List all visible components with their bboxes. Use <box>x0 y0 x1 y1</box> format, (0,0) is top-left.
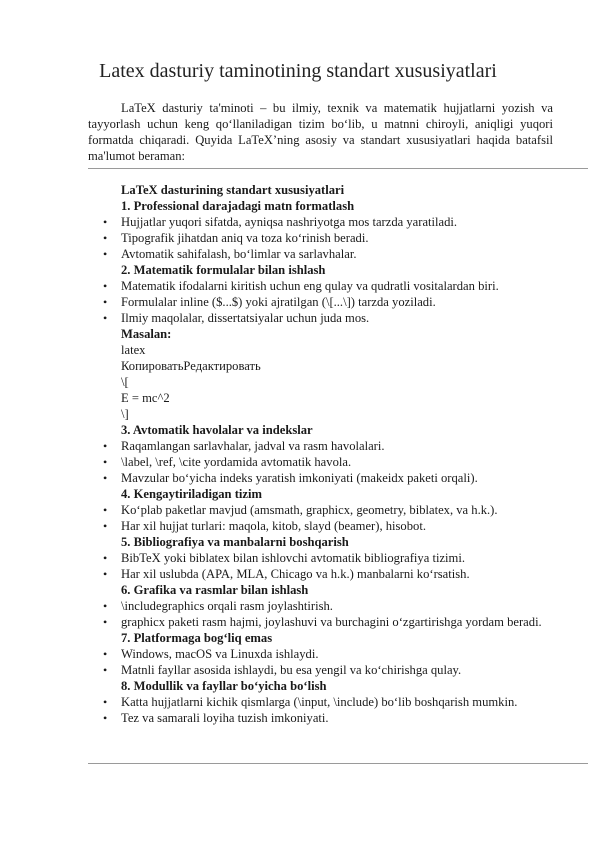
divider-top <box>88 168 588 169</box>
bullet-icon: • <box>103 215 108 229</box>
bullet-icon: • <box>103 567 108 581</box>
list-item-text: Matematik ifodalarni kiritish uchun eng qulay va qudratli vositalardan biri. <box>121 279 499 293</box>
section-7 <box>100 630 553 678</box>
list-item-text: \label, \ref, \cite yordamida avtomatik havola. <box>121 455 352 469</box>
list-item <box>100 518 553 534</box>
code-line: \[ <box>121 375 129 389</box>
section-heading: 7. Platformaga bog‘liq emas <box>121 631 273 645</box>
list-item <box>100 246 553 262</box>
bullet-list <box>100 438 553 486</box>
list-item <box>100 294 553 310</box>
bullet-icon: • <box>103 439 108 453</box>
list-item-text: graphicx paketi rasm hajmi, joylashuvi va burchagini o‘zgartirishga yordam beradi. <box>121 615 542 629</box>
list-item <box>100 598 553 614</box>
code-line: E = mc^2 <box>121 391 170 405</box>
code-line: \] <box>121 407 129 421</box>
list-item <box>100 214 553 230</box>
bullet-icon: • <box>103 247 108 261</box>
list-item-text: Formulalar inline ($...$) yoki ajratilgan (\[...\]) tarzda yoziladi. <box>121 295 436 309</box>
section-heading: 6. Grafika va rasmlar bilan ishlash <box>121 583 309 597</box>
list-item <box>100 566 553 582</box>
intro-text: LaTeX dasturiy ta'minoti – bu ilmiy, texnik va matematik hujjatlarni yozish va tayyorlash uchun keng qo‘llaniladigan tizim bo‘lib, u matnni chiroyli, aniqligi yuqori formatda chiqaradi. Quyida LaTeX’ning asosiy va standart xususiyatlari haqida batafsil ma'lumot beraman: <box>88 101 553 163</box>
section-heading: 2. Matematik formulalar bilan ishlash <box>121 263 326 277</box>
section-3 <box>100 422 553 486</box>
bullet-icon: • <box>103 615 108 629</box>
list-item-text: Mavzular bo‘yicha indeks yaratish imkoniyati (makeidx paketi orqali). <box>121 471 478 485</box>
section-heading: 8. Modullik va fayllar bo‘yicha bo‘lish <box>121 679 327 693</box>
list-item-text: Windows, macOS va Linuxda ishlaydi. <box>121 647 319 661</box>
section-heading: 5. Bibliografiya va manbalarni boshqarish <box>121 535 349 549</box>
doc-heading: LaTeX dasturining standart xususiyatlari <box>121 183 345 197</box>
list-item-text: Ilmiy maqolalar, dissertatsiyalar uchun juda mos. <box>121 311 370 325</box>
bullet-icon: • <box>103 295 108 309</box>
intro-paragraph <box>88 100 553 164</box>
copy-edit-text: КопироватьРедактировать <box>121 359 261 373</box>
bullet-icon: • <box>103 519 108 533</box>
bullet-list <box>100 694 553 726</box>
list-item <box>100 454 553 470</box>
bullet-icon: • <box>103 599 108 613</box>
list-item <box>100 646 553 662</box>
bullet-list <box>100 646 553 678</box>
bullet-list <box>100 598 553 630</box>
section-heading: 1. Professional darajadagi matn formatlash <box>121 199 355 213</box>
list-item <box>100 230 553 246</box>
list-item <box>100 694 553 710</box>
bullet-list <box>100 214 553 262</box>
list-item-text: Matnli fayllar asosida ishlaydi, bu esa yengil va ko‘chirishga qulay. <box>121 663 462 677</box>
section-4 <box>100 486 553 534</box>
list-item <box>100 550 553 566</box>
list-item-text: Har xil uslubda (APA, MLA, Chicago va h.k.) manbalarni ko‘rsatish. <box>121 567 470 581</box>
section-8 <box>100 678 553 726</box>
list-item-text: Avtomatik sahifalash, bo‘limlar va sarlavhalar. <box>121 247 357 261</box>
bullet-list <box>100 278 553 326</box>
bullet-icon: • <box>103 279 108 293</box>
divider-bottom <box>88 763 588 764</box>
list-item <box>100 710 553 726</box>
list-item <box>100 310 553 326</box>
bullet-icon: • <box>103 471 108 485</box>
document-title: Latex dasturiy taminotining standart xususiyatlari <box>99 60 497 82</box>
list-item-text: Tez va samarali loyiha tuzish imkoniyati. <box>121 711 329 725</box>
code-language-label: latex <box>121 343 146 357</box>
section-heading: 3. Avtomatik havolalar va indekslar <box>121 423 313 437</box>
section-6 <box>100 582 553 630</box>
list-item <box>100 438 553 454</box>
section-5 <box>100 534 553 582</box>
section-2 <box>100 262 553 422</box>
bullet-list <box>100 502 553 534</box>
bullet-icon: • <box>103 503 108 517</box>
section-heading: 4. Kengaytiriladigan tizim <box>121 487 262 501</box>
list-item <box>100 470 553 486</box>
bullet-icon: • <box>103 551 108 565</box>
bullet-icon: • <box>103 663 108 677</box>
bullet-icon: • <box>103 311 108 325</box>
bullet-icon: • <box>103 231 108 245</box>
list-item-text: \includegraphics orqali rasm joylashtirish. <box>121 599 333 613</box>
bullet-icon: • <box>103 695 108 709</box>
list-item <box>100 662 553 678</box>
bullet-list <box>100 550 553 582</box>
bullet-icon: • <box>103 647 108 661</box>
list-item-text: Raqamlangan sarlavhalar, jadval va rasm havolalari. <box>121 439 385 453</box>
list-item <box>100 614 553 630</box>
bullet-icon: • <box>103 711 108 725</box>
section-1 <box>100 198 553 262</box>
example-label: Masalan: <box>121 327 172 341</box>
list-item <box>100 502 553 518</box>
list-item-text: Ko‘plab paketlar mavjud (amsmath, graphicx, geometry, biblatex, va h.k.). <box>121 503 498 517</box>
list-item-text: BibTeX yoki biblatex bilan ishlovchi avtomatik bibliografiya tizimi. <box>121 551 465 565</box>
list-item-text: Har xil hujjat turlari: maqola, kitob, slayd (beamer), hisobot. <box>121 519 426 533</box>
list-item-text: Katta hujjatlarni kichik qismlarga (\input, \include) bo‘lib boshqarish mumkin. <box>121 695 518 709</box>
list-item-text: Hujjatlar yuqori sifatda, ayniqsa nashriyotga mos tarzda yaratiladi. <box>121 215 458 229</box>
bullet-icon: • <box>103 455 108 469</box>
list-item-text: Tipografik jihatdan aniq va toza ko‘rinish beradi. <box>121 231 369 245</box>
content-body <box>100 182 553 726</box>
list-item <box>100 278 553 294</box>
